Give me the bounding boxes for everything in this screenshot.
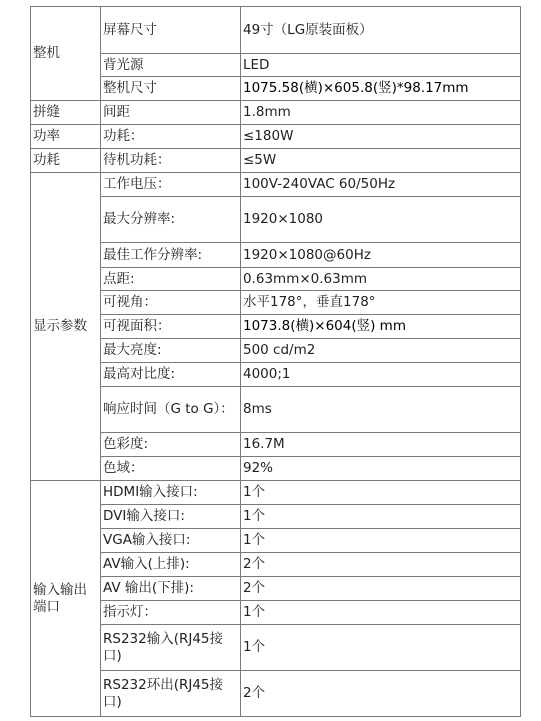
- spec-name: 响应时间（G to G）：: [101, 387, 241, 433]
- spec-name: 最高对比度:: [101, 363, 241, 387]
- spec-value: 1.8mm: [241, 101, 521, 125]
- spec-name: 可视角：: [101, 291, 241, 315]
- spec-value: 1073.8(横)×604(竖) mm: [241, 315, 521, 339]
- table-row: [31, 243, 521, 268]
- table-row: [31, 173, 521, 197]
- spec-name: 点距:: [101, 268, 241, 291]
- spec-name: 最大分辨率:: [101, 197, 241, 243]
- group-label: 显示参数: [31, 173, 101, 481]
- table-row: [31, 433, 521, 457]
- spec-name: DVI输入接口:: [101, 505, 241, 529]
- spec-name: 间距: [101, 101, 241, 125]
- table-row: [31, 268, 521, 291]
- table-row: [31, 77, 521, 101]
- group-label: 功率: [31, 125, 101, 149]
- table-row: [31, 197, 521, 243]
- table-row: [31, 457, 521, 481]
- spec-table: [30, 6, 521, 717]
- spec-value: 1个: [241, 505, 521, 529]
- table-row: [31, 529, 521, 553]
- table-row: [31, 125, 521, 149]
- spec-value: ≤5W: [241, 149, 521, 173]
- spec-name: 背光源: [101, 54, 241, 77]
- spec-name: 屏幕尺寸: [101, 7, 241, 54]
- group-label: 拼缝: [31, 101, 101, 125]
- spec-value: 2个: [241, 671, 521, 717]
- spec-name: 最大亮度:: [101, 339, 241, 363]
- spec-name: 整机尺寸: [101, 77, 241, 101]
- table-row: [31, 54, 521, 77]
- spec-name: 色域：: [101, 457, 241, 481]
- table-row: [31, 577, 521, 601]
- spec-name: 待机功耗：: [101, 149, 241, 173]
- table-row: [31, 481, 521, 505]
- spec-name: 指示灯：: [101, 601, 241, 625]
- spec-value: ≤180W: [241, 125, 521, 149]
- table-row: [31, 315, 521, 339]
- group-label: 输入输出端口: [31, 481, 101, 717]
- spec-value: 92%: [241, 457, 521, 481]
- spec-value: 1075.58(横)×605.8(竖)*98.17mm: [241, 77, 521, 101]
- spec-value: 49寸（LG原装面板）: [241, 7, 521, 54]
- spec-name: HDMI输入接口:: [101, 481, 241, 505]
- table-row: [31, 671, 521, 717]
- table-row: [31, 149, 521, 173]
- spec-value: 8ms: [241, 387, 521, 433]
- table-row: [31, 7, 521, 54]
- spec-value: 16.7M: [241, 433, 521, 457]
- table-row: [31, 363, 521, 387]
- table-row: [31, 339, 521, 363]
- table-row: [31, 601, 521, 625]
- spec-value: 0.63mm×0.63mm: [241, 268, 521, 291]
- spec-name: VGA输入接口:: [101, 529, 241, 553]
- spec-value: 500 cd/m2: [241, 339, 521, 363]
- spec-name: RS232输入(RJ45接口): [101, 625, 241, 671]
- spec-name: RS232环出(RJ45接口): [101, 671, 241, 717]
- spec-name: 最佳工作分辨率:: [101, 243, 241, 268]
- spec-value: 1个: [241, 601, 521, 625]
- table-row: [31, 553, 521, 577]
- table-row: [31, 387, 521, 433]
- group-label: 功耗: [31, 149, 101, 173]
- table-row: [31, 625, 521, 671]
- spec-value: 2个: [241, 553, 521, 577]
- spec-name: AV 输出(下排):: [101, 577, 241, 601]
- spec-value: LED: [241, 54, 521, 77]
- spec-value: 1个: [241, 481, 521, 505]
- spec-name: 可视面积：: [101, 315, 241, 339]
- table-row: [31, 291, 521, 315]
- spec-name: AV输入(上排):: [101, 553, 241, 577]
- spec-value: 1920×1080: [241, 197, 521, 243]
- spec-value: 1920×1080@60Hz: [241, 243, 521, 268]
- table-row: [31, 101, 521, 125]
- group-label: 整机: [31, 7, 101, 101]
- spec-name: 工作电压：: [101, 173, 241, 197]
- spec-value: 4000;1: [241, 363, 521, 387]
- spec-value: 1个: [241, 625, 521, 671]
- spec-value: 2个: [241, 577, 521, 601]
- table-row: [31, 505, 521, 529]
- spec-value: 1个: [241, 529, 521, 553]
- spec-name: 色彩度:: [101, 433, 241, 457]
- spec-value: 水平178°，垂直178°: [241, 291, 521, 315]
- spec-value: 100V-240VAC 60/50Hz: [241, 173, 521, 197]
- spec-name: 功耗：: [101, 125, 241, 149]
